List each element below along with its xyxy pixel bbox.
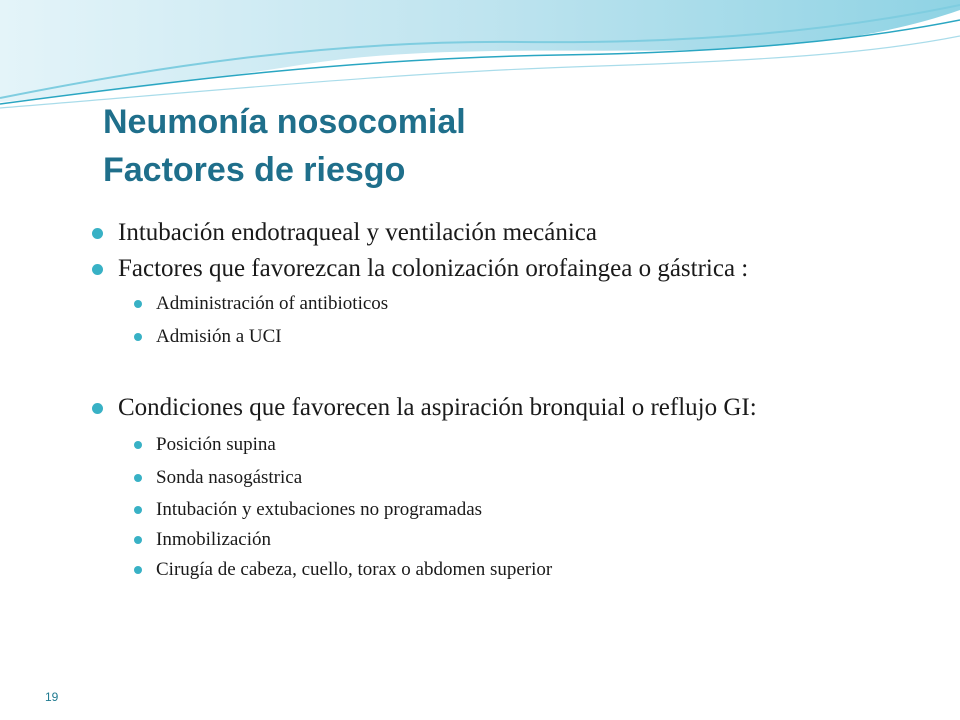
sub-bullet-item [92, 528, 872, 552]
bullet-dot-icon [92, 403, 103, 414]
sub-bullet-dot-icon [134, 566, 142, 574]
sub-bullet-text: Admisión a UCI [156, 326, 282, 347]
bullet-text: Intubación endotraqueal y ventilación mecánica [118, 219, 597, 246]
bullet-text: Factores que favorezcan la colonización orofaingea o gástrica : [118, 255, 749, 282]
sub-bullet-text: Intubación y extubaciones no programadas [156, 499, 483, 520]
sub-bullet-dot-icon [134, 536, 142, 544]
sub-bullet-item [92, 325, 872, 349]
sub-bullet-dot-icon [134, 300, 142, 308]
bullet-item [92, 254, 872, 284]
sub-bullet-text: Inmobilización [156, 529, 272, 550]
bullet-text: Condiciones que favorecen la aspiración bronquial o reflujo GI: [118, 394, 757, 421]
sub-bullet-item [92, 498, 872, 522]
sub-bullet-dot-icon [134, 333, 142, 341]
sub-bullet-item [92, 558, 872, 582]
bullet-list [92, 218, 872, 582]
sub-bullet-item [92, 433, 872, 457]
slide-title [103, 98, 466, 194]
sub-bullet-text: Cirugía de cabeza, cuello, torax o abdomen superior [156, 559, 553, 580]
sub-bullet-text: Administración of antibioticos [156, 293, 389, 314]
bullet-item [92, 393, 872, 423]
sub-bullet-item [92, 292, 872, 316]
sub-bullet-dot-icon [134, 506, 142, 514]
page-number: 19 [45, 690, 59, 704]
sub-bullet-text: Sonda nasogástrica [156, 467, 303, 488]
sub-bullet-item [92, 466, 872, 490]
slide-title-line-1: Neumonía nosocomial [103, 103, 466, 141]
bullet-item [92, 218, 872, 248]
bullet-dot-icon [92, 228, 103, 239]
slide-title-line-2: Factores de riesgo [103, 151, 406, 189]
sub-bullet-dot-icon [134, 474, 142, 482]
bullet-dot-icon [92, 264, 103, 275]
sub-bullet-text: Posición supina [156, 434, 276, 455]
sub-bullet-dot-icon [134, 441, 142, 449]
